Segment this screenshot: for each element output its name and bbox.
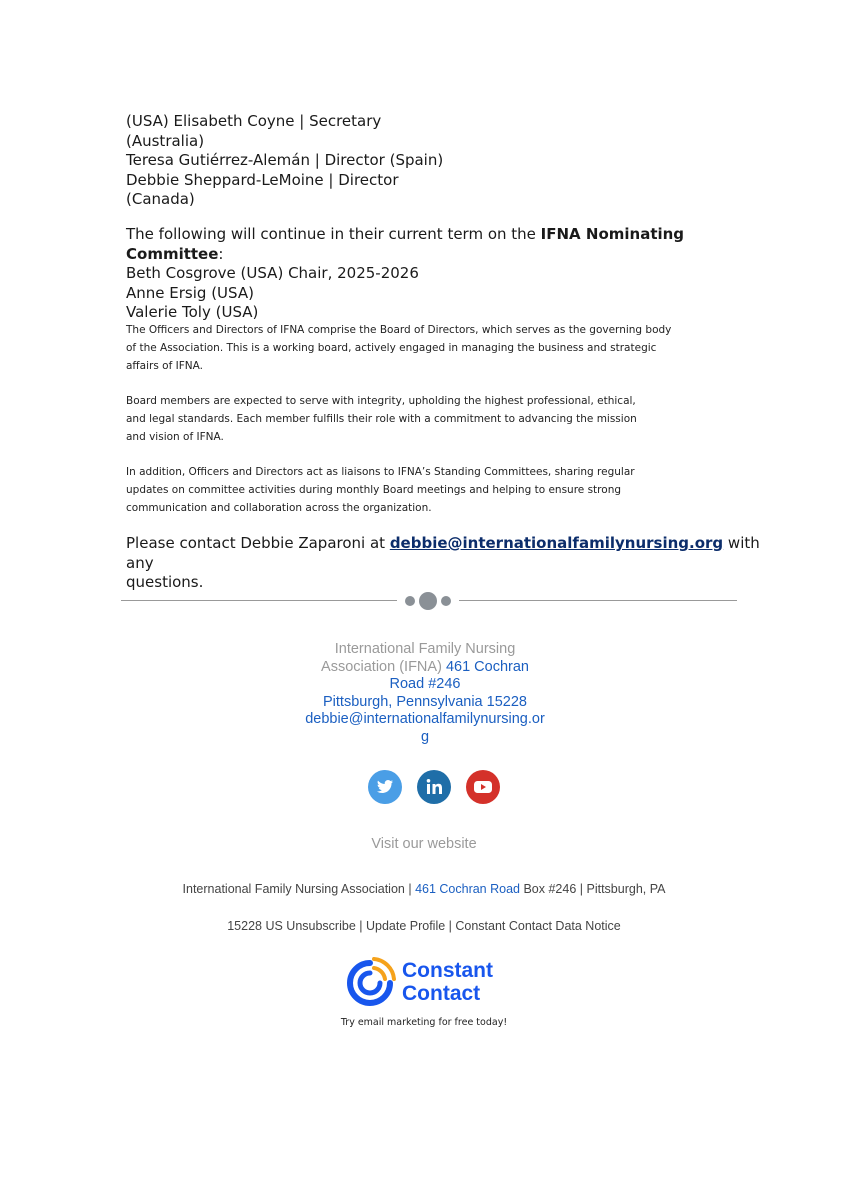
contact-paragraph: Please contact Debbie Zaparoni at debbie@internationalfamilynursing.org with any questions. (126, 534, 766, 593)
visit-website-link[interactable]: Visit our website (371, 836, 477, 852)
nominating-committee (126, 225, 766, 323)
officer-line: (Australia) (126, 131, 205, 150)
footer-email-link[interactable]: g (420, 728, 430, 745)
text-line: and legal standards. Each member fulfills their role with a commitment to advancing the mission (126, 413, 637, 425)
paragraph-integrity (126, 392, 726, 446)
text-line: questions. (126, 573, 204, 591)
address-link[interactable]: 461 Cochran Road (415, 882, 520, 896)
contact-email-link[interactable]: debbie@internationalfamilynursing.org (389, 534, 724, 552)
nominating-intro: The following will continue in their current term on the IFNA Nominating Committee: (126, 225, 685, 263)
text-line: The Officers and Directors of IFNA comprise the Board of Directors, which serves as the governing body (126, 324, 672, 336)
divider-dot (419, 592, 437, 610)
officer-line: Debbie Sheppard-LeMoine | Director (126, 170, 399, 189)
paragraph-liaisons (126, 463, 726, 517)
footer-email-link[interactable]: debbie@internationalfamilynursing.or (305, 711, 545, 727)
officers-list (126, 112, 546, 210)
text-line: Board members are expected to serve with integrity, upholding the highest professional, ethical, (126, 395, 636, 407)
footer-org-line: International Family Nursing Association | 461 Cochran Road Box #246 | Pittsburgh, PA (182, 882, 666, 896)
constant-contact-logo[interactable] (344, 957, 524, 1007)
address-link[interactable]: 461 Cochran (445, 658, 529, 675)
brand-name: Contact (402, 982, 481, 1005)
footer-links[interactable]: 15228 US Unsubscribe | Update Profile | Constant Contact Data Notice (227, 919, 621, 933)
twitter-icon[interactable] (368, 770, 402, 804)
address-link[interactable]: Road #246 (389, 676, 461, 692)
committee-member: Valerie Toly (USA) (126, 303, 259, 321)
brand-tagline[interactable]: Try email marketing for free today! (340, 1017, 508, 1028)
footer-org: International Family Nursing (334, 641, 516, 657)
brand-name: Constant (402, 959, 493, 982)
constant-contact-logo-icon (344, 957, 396, 1007)
paragraph-board (126, 321, 726, 375)
divider-dot (441, 596, 451, 606)
city-link[interactable]: Pittsburgh, Pennsylvania 15228 (323, 693, 527, 710)
linkedin-icon[interactable] (417, 770, 451, 804)
officer-line: (USA) Elisabeth Coyne | Secretary (126, 112, 382, 130)
text-line: of the Association. This is a working board, actively engaged in managing the business and strategic (126, 342, 657, 354)
committee-member: Anne Ersig (USA) (126, 283, 254, 302)
youtube-icon[interactable] (466, 770, 500, 804)
footer-address: International Family Nursing Association (IFNA) 461 Cochran Road #246 Pittsburgh, Pennsylvania 15228 debbie@internationalfamilynursing.or g (270, 641, 580, 746)
section-divider (121, 592, 737, 610)
text-line: communication and collaboration across the organization. (126, 502, 432, 514)
text-line: and vision of IFNA. (126, 431, 224, 443)
officer-line: (Canada) (126, 190, 195, 208)
committee-member: Beth Cosgrove (USA) Chair, 2025-2026 (126, 264, 419, 282)
officer-line: Teresa Gutiérrez-Alemán | Director (Spain) (126, 151, 444, 169)
text-line: updates on committee activities during monthly Board meetings and helping to ensure strong (126, 484, 622, 496)
committee-name: IFNA Nominating Committee (126, 225, 685, 263)
text-line: In addition, Officers and Directors act as liaisons to IFNA’s Standing Committees, sharing regular (126, 466, 635, 478)
text-line: affairs of IFNA. (126, 360, 203, 372)
divider-dot (405, 596, 415, 606)
